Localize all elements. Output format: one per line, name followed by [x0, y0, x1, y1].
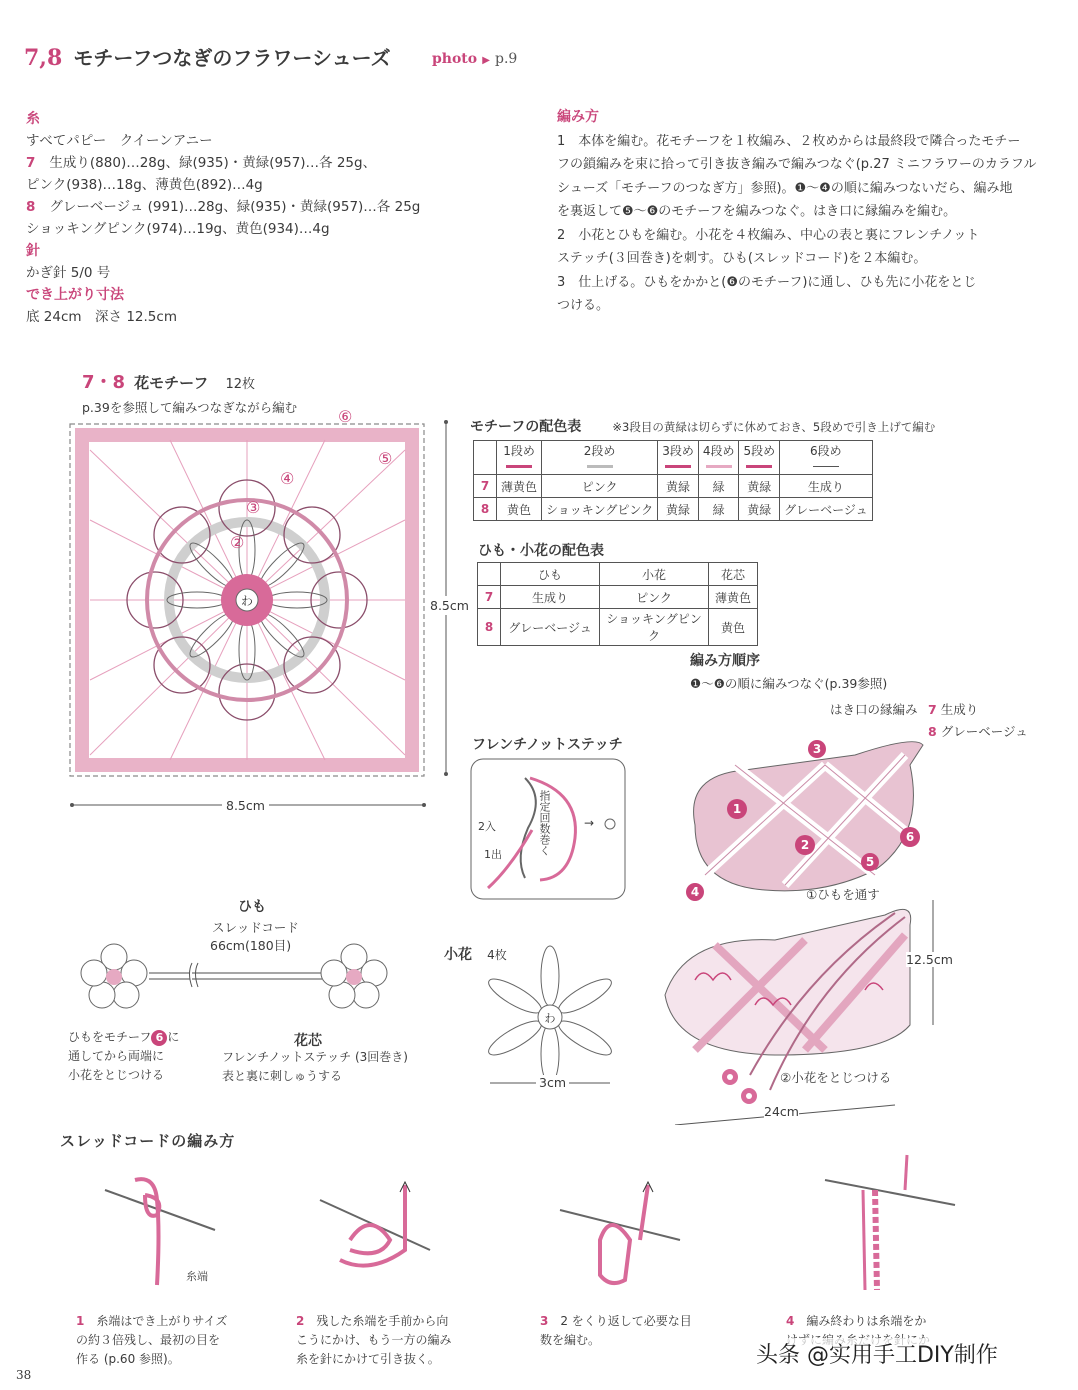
- cord-diagram: [74, 935, 404, 1015]
- small-flower-center: わ: [544, 1012, 556, 1025]
- title-text: モチーフつなぎのフラワーシューズ: [73, 46, 391, 70]
- watermark: 头条 @实用手工DIY制作: [752, 1338, 1002, 1369]
- order-motif-6: 6: [905, 830, 915, 844]
- motif-chart: [60, 410, 480, 820]
- yarn-heading: 糸: [26, 111, 40, 127]
- header-cell: 6段め: [780, 441, 873, 475]
- page-number: 38: [16, 1368, 32, 1382]
- arrow-right-icon: →: [584, 816, 595, 830]
- flower-center-note: フレンチノットステッチ (3回巻き) 表と裏に刺しゅうする: [222, 1050, 408, 1083]
- edge-color-7: 7 生成り: [928, 702, 979, 717]
- instruction-line: 3 仕上げる。ひもをかかと(❻のモチーフ)に通し、ひも先に小花をとじ: [557, 274, 977, 290]
- small-flower-diagram: [480, 938, 620, 1088]
- edge-color-8: 8 グレーベージュ: [928, 724, 1028, 739]
- photo-page: p.9: [495, 51, 518, 67]
- title-number: 7,8: [24, 45, 63, 71]
- thread-cord-step-2-illustration: [310, 1180, 440, 1290]
- order-motif-3: 3: [812, 742, 822, 756]
- french-knot-title: フレンチノットステッチ: [472, 737, 623, 753]
- thread-cord-step-2: 2 残した糸端を手前から向 こうにかけ、もう一方の編み 糸を針にかけて引き抜く。: [296, 1314, 452, 1366]
- order-subtitle: ❶～❻の順に編みつなぐ(p.39参照): [690, 676, 888, 691]
- instruction-line: ステッチ(３回巻き)を刺す。ひも(スレッドコード)を２本編む。: [557, 251, 927, 266]
- cord-type: スレッドコード: [212, 920, 299, 935]
- instruction-line: 1 本体を編む。花モチーフを１枚編み、２枚めからは最終段で隣合ったモチー: [557, 133, 1021, 149]
- french-knot-in: 2入: [478, 820, 496, 833]
- motif-note: p.39を参照して編みつなぎながら編む: [82, 400, 298, 415]
- needle-heading: 針: [26, 243, 40, 259]
- motif-height: 8.5cm: [430, 598, 469, 613]
- thread-cord-step-1: 1 糸端はでき上がりサイズ の約３倍残し、最初の目を 作る (p.60 参照)。: [76, 1314, 228, 1366]
- round-label-2: ②: [230, 533, 245, 552]
- table-row: 7 生成り ピンク 薄黄色: [478, 586, 758, 609]
- yarn-variant-8-line2: ショッキングピンク(974)…19g、黄色(934)…4g: [26, 221, 330, 237]
- color-table-note: ※3段目の黄緑は切らずに休めておき、5段めで引き上げて編む: [612, 420, 936, 434]
- thread-cord-step-3-illustration: [550, 1180, 690, 1290]
- order-motif-5: 5: [865, 855, 875, 869]
- cord-title: ひも: [238, 899, 266, 915]
- yarn-variant-8: 8 グレーベージュ (991)…28g、緑(935)・黄緑(957)…各 25g: [26, 199, 421, 215]
- edge-label: はき口の縁編み: [830, 702, 918, 717]
- instruction-line: 2 小花とひもを編む。小花を４枚編み、中心の表と裏にフレンチノット: [557, 227, 980, 243]
- instruction-line: を裏返して❺～❻のモチーフを編みつなぐ。はき口に縁編みを編む。: [557, 204, 957, 219]
- instructions-block: [557, 106, 1067, 318]
- motif-6-badge: 6: [151, 1030, 167, 1046]
- materials-block: [26, 108, 526, 328]
- thread-cord-title: スレッドコードの編み方: [60, 1132, 236, 1150]
- header-cell: 4段め: [698, 441, 739, 475]
- cord-length: 66cm(180目): [210, 938, 292, 953]
- photo-reference: [432, 48, 517, 67]
- yarn-variant-7: 7 生成り(880)…28g、緑(935)・黄緑(957)…各 25g、: [26, 155, 377, 171]
- motif-count: 12枚: [225, 377, 256, 392]
- shoe-length: 24cm: [764, 1104, 799, 1119]
- order-motif-1: 1: [732, 802, 742, 816]
- order-motif-2: 2: [800, 838, 810, 852]
- wrap-note-text: 指定回数巻く: [538, 790, 551, 856]
- small-flower-title: 小花 4枚: [444, 947, 507, 963]
- cord-note: ひもをモチーフ 6 に 通してから両端に 小花をとじつける: [68, 1030, 180, 1082]
- motif-width: 8.5cm: [222, 798, 269, 813]
- order-motif-4: 4: [690, 885, 700, 899]
- header-cell: 3段め: [658, 441, 699, 475]
- order-title: 編み方順序: [690, 653, 760, 669]
- round-label-6: ⑥: [338, 410, 353, 426]
- finished-size: 底 24cm 深さ 12.5cm: [26, 309, 177, 325]
- french-knot-out: 1出: [484, 848, 502, 861]
- thread-cord-step-3: 3 2 をくり返して必要な目 数を編む。: [540, 1314, 692, 1347]
- round-label-3: ③: [246, 498, 261, 517]
- motif-color-table: [473, 440, 873, 521]
- size-heading: でき上がり寸法: [26, 287, 124, 303]
- header-cell: 5段め: [739, 441, 780, 475]
- cord-color-table: ひも 小花 花芯 7 生成り ピンク 薄黄色 8 グレーベージュ ショッキングピンク 黄色: [477, 562, 758, 646]
- motif-title-number: 7・8: [82, 372, 126, 393]
- instruction-line: シューズ「モチーフのつなぎ方」参照)。❶～❹の順に編みつないだら、編み地: [557, 180, 1013, 196]
- step-thread-cord: ①ひもを通す: [806, 887, 880, 902]
- table-row: 8 グレーベージュ ショッキングピンク 黄色: [478, 609, 758, 646]
- step-attach-flower: ②小花をとじつける: [780, 1070, 892, 1085]
- small-flower-size: 3cm: [536, 1075, 569, 1090]
- photo-label: photo: [432, 51, 478, 67]
- motif-title: [82, 368, 255, 394]
- instructions-heading: 編み方: [557, 109, 599, 125]
- round-label-4: ④: [280, 469, 295, 488]
- shoe-height: 12.5cm: [906, 952, 953, 967]
- header-cell: 2段め: [542, 441, 658, 475]
- motif-center-label: わ: [240, 594, 254, 608]
- shoe-side-view: [655, 895, 955, 1125]
- yarn-end-label: 糸端: [186, 1270, 208, 1283]
- thread-cord-step-4-illustration: [815, 1150, 965, 1300]
- table-row: 8 黄色 ショッキングピンク 黄緑 緑 黄緑 グレーベージュ: [474, 498, 873, 521]
- arrow-right-icon: ▶: [482, 55, 490, 66]
- flower-center-title: 花芯: [294, 1033, 322, 1049]
- header-cell: 1段め: [497, 441, 542, 475]
- thread-cord-step-4: 4 編み終わりは糸端をか: [786, 1314, 927, 1328]
- yarn-brand: すべてパピー クイーンアニー: [26, 133, 213, 149]
- shoe-top-view: [675, 725, 935, 905]
- yarn-variant-7-line2: ピンク(938)…18g、薄黄色(892)…4g: [26, 177, 263, 193]
- round-label-5: ⑤: [378, 449, 393, 468]
- table-row: 7 薄黄色 ピンク 黄緑 緑 黄緑 生成り: [474, 475, 873, 498]
- motif-title-text: 花モチーフ: [134, 374, 209, 392]
- instruction-line: フの鎖編みを束に拾って引き抜き編みで編みつなぐ(p.27 ミニフラワーのカラフル: [557, 157, 1037, 172]
- cord-table-title: ひも・小花の配色表: [478, 543, 604, 559]
- page-title: [24, 42, 391, 71]
- needle-size: かぎ針 5/0 号: [26, 265, 111, 281]
- color-table-title: モチーフの配色表 ※3段目の黄緑は切らずに休めておき、5段めで引き上げて編む: [470, 419, 936, 435]
- instruction-line: つける。: [557, 298, 610, 313]
